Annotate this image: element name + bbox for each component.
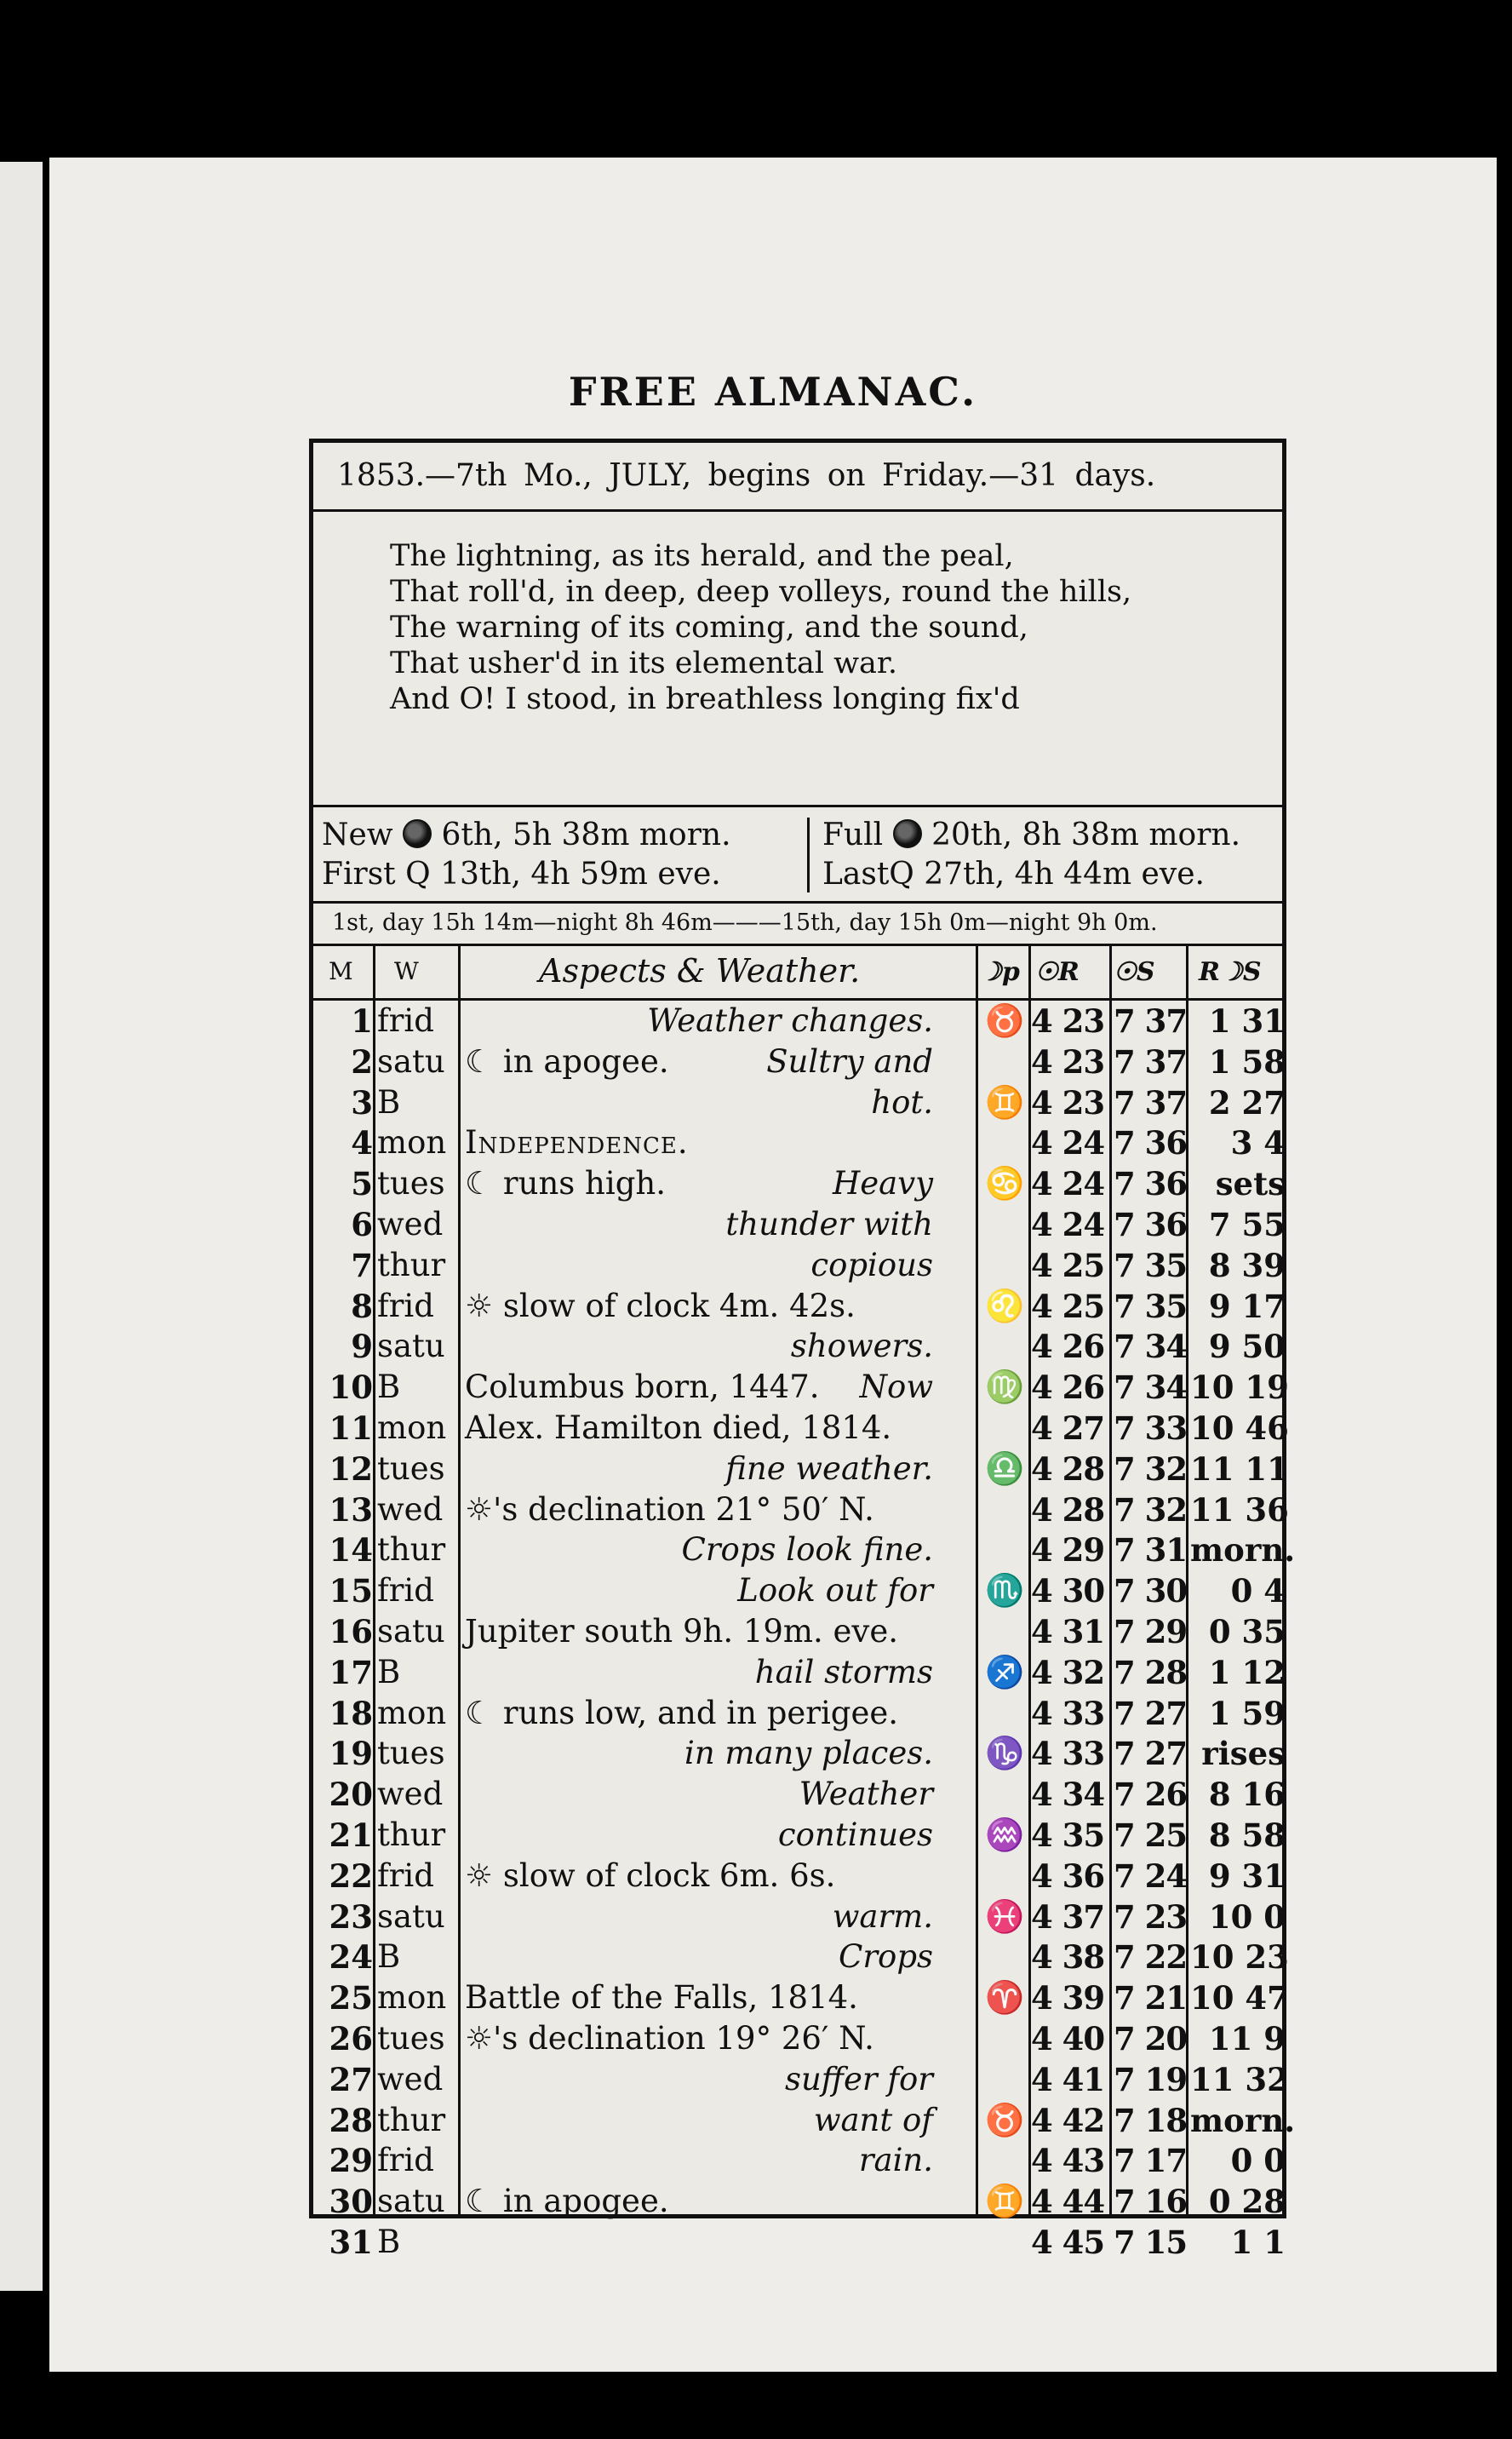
weather-text: hot. — [871, 1083, 933, 1121]
moon-sign: ♈ — [984, 1979, 1025, 2017]
table-row — [313, 1897, 1286, 1937]
moon-rises-sets: 10 23 — [1190, 1938, 1289, 1977]
sun-sets: 7 35 — [1114, 1287, 1188, 1325]
sun-sets: 7 32 — [1114, 1449, 1188, 1488]
weekday: B — [377, 1653, 401, 1690]
day-of-month: 19 — [329, 1735, 373, 1773]
table-row — [313, 1204, 1286, 1245]
aspect-text: ☼'s declination 19° 26′ N. — [465, 2020, 874, 2057]
table-row — [313, 1693, 1286, 1734]
moon-sign: ♌ — [984, 1287, 1025, 1324]
aspect-text: ☼ slow of clock 6m. 6s. — [465, 1857, 836, 1894]
weekday: satu — [377, 1613, 445, 1650]
sun-sets: 7 31 — [1114, 1531, 1188, 1570]
table-row — [313, 1529, 1296, 1570]
weather-text: Now — [859, 1369, 933, 1406]
col-moon-rises-sets: R☽S — [1199, 957, 1262, 987]
poem-line: The warning of its coming, and the sound, — [390, 611, 1028, 645]
day-of-month: 30 — [329, 2183, 373, 2221]
day-of-month: 29 — [329, 2142, 373, 2180]
day-of-month: 1 — [351, 1002, 373, 1040]
weekday: satu — [377, 1897, 445, 1935]
sun-rises: 4 23 — [1031, 1002, 1105, 1040]
sun-sets: 7 25 — [1114, 1816, 1188, 1854]
weekday: wed — [377, 2060, 444, 2098]
sun-rises: 4 33 — [1031, 1735, 1105, 1773]
moon-rises-sets: sets — [1215, 1165, 1286, 1203]
moon-sign: ♎ — [984, 1449, 1025, 1487]
aspect-text: Columbus born, 1447. — [465, 1369, 820, 1406]
sun-rises: 4 24 — [1031, 1206, 1105, 1243]
col-sun-sets: ☉S — [1114, 957, 1155, 987]
weather-text: Look out for — [737, 1572, 933, 1610]
sun-sets: 7 37 — [1114, 1042, 1188, 1081]
moon-rises-sets: 0 4 — [1230, 1572, 1286, 1610]
sun-sets: 7 32 — [1114, 1490, 1188, 1529]
weekday: mon — [377, 1124, 447, 1162]
phase-last-q-label: LastQ — [822, 857, 914, 892]
day-of-month: 3 — [351, 1083, 373, 1122]
table-row — [313, 1122, 1286, 1163]
day-of-month: 17 — [329, 1653, 373, 1691]
table-row — [313, 1245, 1286, 1286]
table-row — [313, 1652, 1286, 1693]
sun-sets: 7 27 — [1114, 1694, 1188, 1732]
table-row — [313, 1001, 1286, 1042]
sun-rises: 4 31 — [1031, 1613, 1105, 1650]
day-of-month: 8 — [351, 1287, 373, 1325]
aspect-text: ☾ runs low, and in perigee. — [465, 1694, 899, 1731]
table-row — [313, 2100, 1296, 2141]
poem-line: The lightning, as its herald, and the peal, — [390, 539, 1014, 573]
phase-full-text: 20th, 8h 38m morn. — [931, 818, 1241, 852]
moon-rises-sets: 3 4 — [1230, 1124, 1286, 1162]
weather-text: copious — [810, 1246, 933, 1283]
weekday: frid — [377, 1857, 434, 1894]
moon-rises-sets: 7 55 — [1208, 1206, 1286, 1243]
day-length: 1st, day 15h 14m—night 8h 46m———15th, day 15h 0m—night 9h 0m. — [313, 903, 1282, 946]
sun-rises: 4 45 — [1031, 2224, 1105, 2261]
moon-rises-sets: 11 11 — [1190, 1449, 1289, 1488]
sun-sets: 7 17 — [1114, 2142, 1188, 2180]
almanac-page — [49, 158, 1497, 2372]
weekday: wed — [377, 1206, 444, 1242]
sun-sets: 7 15 — [1114, 2224, 1188, 2261]
weekday: satu — [377, 2183, 445, 2220]
weather-text: hail storms — [754, 1653, 933, 1690]
sun-sets: 7 34 — [1114, 1369, 1188, 1407]
day-of-month: 25 — [329, 1979, 373, 2017]
weekday: tues — [377, 2020, 445, 2057]
moon-sign: ♒ — [984, 1816, 1025, 1853]
month-header: 1853.—7th Mo., JULY, begins on Friday.—31 days. — [313, 443, 1282, 512]
weekday: B — [377, 1083, 401, 1121]
weather-text: rain. — [858, 2142, 933, 2179]
sun-sets: 7 36 — [1114, 1165, 1188, 1203]
weather-text: showers. — [790, 1328, 933, 1365]
phase-new — [322, 816, 731, 855]
col-moon-place: ☽p — [979, 957, 1020, 987]
moon-sign: ♓ — [984, 1897, 1025, 1935]
day-of-month: 2 — [351, 1042, 373, 1081]
poem-line: And O! I stood, in breathless longing fix'd — [390, 682, 1020, 716]
sun-rises: 4 44 — [1031, 2183, 1105, 2221]
aspect-text: Alex. Hamilton died, 1814. — [465, 1409, 892, 1446]
weekday: B — [377, 1938, 401, 1976]
moon-rises-sets: 1 59 — [1208, 1694, 1286, 1732]
moon-rises-sets: 10 0 — [1208, 1897, 1286, 1936]
table-row — [313, 1449, 1289, 1489]
table-row — [313, 1774, 1286, 1815]
moon-rises-sets: 11 9 — [1208, 2020, 1286, 2057]
day-of-month: 13 — [329, 1490, 373, 1529]
table-row — [313, 2059, 1289, 2100]
moon-rises-sets: 10 46 — [1190, 1409, 1289, 1447]
table-row — [313, 2181, 1286, 2222]
sun-rises: 4 29 — [1031, 1531, 1105, 1570]
weekday: thur — [377, 1816, 446, 1853]
moon-sign: ♋ — [984, 1165, 1025, 1202]
moon-phases-left — [322, 816, 731, 894]
day-of-month: 18 — [329, 1694, 373, 1732]
col-w: W — [394, 957, 419, 985]
moon-rises-sets: 9 31 — [1208, 1857, 1286, 1895]
day-of-month: 14 — [329, 1531, 373, 1570]
table-row — [313, 1489, 1289, 1530]
sun-sets: 7 20 — [1114, 2020, 1188, 2057]
phase-first-quarter — [322, 855, 731, 894]
weekday: tues — [377, 1735, 445, 1772]
sun-rises: 4 28 — [1031, 1490, 1105, 1529]
phase-new-label: New — [322, 818, 393, 852]
sun-rises: 4 26 — [1031, 1328, 1105, 1366]
sun-rises: 4 38 — [1031, 1938, 1105, 1977]
sun-rises: 4 28 — [1031, 1449, 1105, 1488]
aspect-text: ☾ runs high. — [465, 1165, 666, 1202]
moon-rises-sets: 9 50 — [1208, 1328, 1286, 1366]
moon-rises-sets: 10 19 — [1190, 1369, 1289, 1407]
weather-text: Sultry and — [766, 1042, 933, 1080]
sun-sets: 7 36 — [1114, 1124, 1188, 1162]
weekday: thur — [377, 1246, 446, 1283]
sun-rises: 4 25 — [1031, 1246, 1105, 1284]
moon-rises-sets: 0 28 — [1208, 2183, 1286, 2221]
col-sun-rises: ☉R — [1035, 957, 1080, 987]
sun-sets: 7 27 — [1114, 1735, 1188, 1773]
sun-sets: 7 18 — [1114, 2101, 1188, 2139]
weekday: mon — [377, 1409, 447, 1446]
phase-first-q-text: 13th, 4h 59m eve. — [440, 857, 721, 892]
moon-sign: ♉ — [984, 2101, 1025, 2138]
weekday: mon — [377, 1979, 447, 2017]
moon-sign: ♏ — [984, 1572, 1025, 1610]
day-of-month: 31 — [329, 2224, 373, 2261]
day-of-month: 21 — [329, 1816, 373, 1854]
moon-rises-sets: 9 17 — [1208, 1287, 1286, 1325]
weekday: frid — [377, 1287, 434, 1324]
weather-text: Crops — [839, 1938, 933, 1976]
full-moon-icon — [893, 819, 922, 848]
sun-rises: 4 41 — [1031, 2060, 1105, 2098]
day-of-month: 22 — [329, 1857, 373, 1895]
sun-rises: 4 23 — [1031, 1083, 1105, 1122]
sun-rises: 4 37 — [1031, 1897, 1105, 1936]
sun-sets: 7 37 — [1114, 1002, 1188, 1040]
sun-sets: 7 22 — [1114, 1938, 1188, 1977]
aspect-text: ☼ slow of clock 4m. 42s. — [465, 1287, 856, 1324]
weekday: wed — [377, 1490, 444, 1528]
sun-rises: 4 27 — [1031, 1409, 1105, 1447]
poem-line: That usher'd in its elemental war. — [390, 646, 897, 680]
moon-rises-sets: 2 27 — [1208, 1083, 1286, 1122]
phase-last-quarter — [822, 855, 1240, 894]
weather-text: thunder with — [725, 1206, 933, 1242]
aspect-text: Independence. — [465, 1124, 689, 1162]
table-row — [313, 1856, 1286, 1897]
sun-sets: 7 30 — [1114, 1572, 1188, 1610]
poem — [313, 513, 1282, 807]
weekday: B — [377, 1369, 401, 1406]
sun-rises: 4 24 — [1031, 1124, 1105, 1162]
table-row — [313, 1367, 1289, 1408]
weekday: frid — [377, 1002, 434, 1039]
sun-sets: 7 24 — [1114, 1857, 1188, 1895]
phase-new-text: 6th, 5h 38m morn. — [441, 818, 731, 852]
sun-sets: 7 19 — [1114, 2060, 1188, 2098]
moon-rises-sets: 8 16 — [1208, 1776, 1286, 1814]
weekday: frid — [377, 2142, 434, 2179]
sun-sets: 7 37 — [1114, 1083, 1188, 1122]
sun-sets: 7 23 — [1114, 1897, 1188, 1936]
weekday: thur — [377, 2101, 446, 2138]
table-row — [313, 1937, 1289, 1977]
moon-rises-sets: 0 35 — [1208, 1613, 1286, 1650]
moon-rises-sets: morn. — [1190, 2101, 1296, 2139]
moon-sign: ♉ — [984, 1002, 1025, 1039]
moon-sign: ♑ — [984, 1735, 1025, 1772]
col-m: M — [329, 957, 353, 985]
day-of-month: 28 — [329, 2101, 373, 2139]
sun-sets: 7 26 — [1114, 1776, 1188, 1814]
moon-rises-sets: 1 31 — [1208, 1002, 1286, 1040]
weather-text: warm. — [832, 1897, 933, 1935]
phase-divider — [807, 818, 810, 892]
day-of-month: 7 — [351, 1246, 373, 1284]
sun-rises: 4 32 — [1031, 1653, 1105, 1691]
sun-sets: 7 36 — [1114, 1206, 1188, 1243]
day-of-month: 20 — [329, 1776, 373, 1814]
weather-text: Heavy — [832, 1165, 933, 1202]
weekday: thur — [377, 1531, 446, 1569]
phase-last-q-text: 27th, 4h 44m eve. — [924, 857, 1205, 892]
weather-text: in many places. — [684, 1735, 933, 1772]
sun-sets: 7 29 — [1114, 1613, 1188, 1650]
aspect-text: ☼'s declination 21° 50′ N. — [465, 1490, 874, 1528]
table-row — [313, 1326, 1286, 1367]
moon-rises-sets: 10 47 — [1190, 1979, 1289, 2017]
sun-sets: 7 34 — [1114, 1328, 1188, 1366]
weekday: satu — [377, 1042, 445, 1080]
sun-rises: 4 35 — [1031, 1816, 1105, 1854]
sun-rises: 4 33 — [1031, 1694, 1105, 1732]
moon-sign: ♊ — [984, 1083, 1025, 1121]
table-row — [313, 1408, 1289, 1449]
day-of-month: 5 — [351, 1165, 373, 1203]
table-row — [313, 1815, 1286, 1856]
poem-line: That roll'd, in deep, deep volleys, round the hills, — [390, 575, 1132, 609]
weekday: tues — [377, 1449, 445, 1487]
day-of-month: 24 — [329, 1938, 373, 1977]
sun-rises: 4 39 — [1031, 1979, 1105, 2017]
aspect-text: Battle of the Falls, 1814. — [465, 1979, 858, 2017]
moon-rises-sets: rises — [1201, 1735, 1286, 1773]
new-moon-icon — [403, 819, 432, 848]
sun-rises: 4 36 — [1031, 1857, 1105, 1895]
sun-rises: 4 25 — [1031, 1287, 1105, 1325]
weather-text: Weather — [799, 1776, 933, 1813]
day-of-month: 16 — [329, 1613, 373, 1650]
moon-rises-sets: 11 36 — [1190, 1490, 1289, 1529]
table-row — [313, 1733, 1286, 1774]
table-row — [313, 1611, 1286, 1652]
sun-sets: 7 35 — [1114, 1246, 1188, 1284]
table-row — [313, 1042, 1286, 1082]
sun-rises: 4 42 — [1031, 2101, 1105, 2139]
day-of-month: 10 — [329, 1369, 373, 1407]
weekday: frid — [377, 1572, 434, 1610]
aspect-text: ☾ in apogee. — [465, 2183, 669, 2220]
day-of-month: 26 — [329, 2020, 373, 2057]
weather-text: continues — [777, 1816, 933, 1853]
weather-text: fine weather. — [725, 1449, 933, 1487]
sun-rises: 4 24 — [1031, 1165, 1105, 1203]
phase-full-label: Full — [822, 818, 884, 852]
weather-text: want of — [813, 2101, 933, 2138]
left-page-edge — [0, 162, 43, 2291]
table-row — [313, 1977, 1289, 2018]
page-title: FREE ALMANAC. — [568, 369, 978, 415]
weekday: B — [377, 2224, 401, 2260]
day-of-month: 23 — [329, 1897, 373, 1936]
sun-rises: 4 26 — [1031, 1369, 1105, 1407]
sun-rises: 4 40 — [1031, 2020, 1105, 2057]
table-row — [313, 1570, 1286, 1611]
weekday: tues — [377, 1165, 445, 1202]
sun-sets: 7 21 — [1114, 1979, 1188, 2017]
weather-text: suffer for — [784, 2060, 933, 2098]
day-of-month: 4 — [351, 1124, 373, 1162]
moon-sign: ♐ — [984, 1653, 1025, 1690]
moon-sign: ♍ — [984, 1369, 1025, 1406]
table-row — [313, 2140, 1286, 2181]
weekday: satu — [377, 1328, 445, 1365]
moon-rises-sets: 1 58 — [1208, 1042, 1286, 1081]
sun-rises: 4 23 — [1031, 1042, 1105, 1081]
moon-rises-sets: 11 32 — [1190, 2060, 1289, 2098]
sun-rises: 4 43 — [1031, 2142, 1105, 2180]
moon-phases — [313, 809, 1282, 904]
moon-rises-sets: morn. — [1190, 1531, 1296, 1570]
day-of-month: 9 — [351, 1328, 373, 1366]
almanac-table — [309, 439, 1296, 2261]
table-row — [313, 2222, 1286, 2263]
day-of-month: 15 — [329, 1572, 373, 1610]
sun-rises: 4 34 — [1031, 1776, 1105, 1814]
phase-first-q-label: First Q — [322, 857, 431, 892]
moon-rises-sets: 1 12 — [1208, 1653, 1286, 1691]
sun-sets: 7 33 — [1114, 1409, 1188, 1447]
day-of-month: 6 — [351, 1206, 373, 1243]
moon-phases-right — [822, 816, 1240, 894]
table-row — [313, 1163, 1286, 1204]
phase-full — [822, 816, 1240, 855]
day-of-month: 12 — [329, 1449, 373, 1488]
moon-rises-sets: 8 39 — [1208, 1246, 1286, 1284]
col-aspects: Aspects & Weather. — [539, 952, 861, 990]
table-row — [313, 1286, 1286, 1327]
weather-text: Weather changes. — [647, 1002, 933, 1039]
moon-rises-sets: 1 1 — [1230, 2224, 1286, 2261]
day-of-month: 11 — [329, 1409, 373, 1447]
weekday: mon — [377, 1694, 447, 1731]
table-row — [313, 2018, 1286, 2059]
sun-sets: 7 16 — [1114, 2183, 1188, 2221]
weekday: wed — [377, 1776, 444, 1813]
sun-sets: 7 28 — [1114, 1653, 1188, 1691]
sun-rises: 4 30 — [1031, 1572, 1105, 1610]
moon-rises-sets: 0 0 — [1230, 2142, 1286, 2180]
day-of-month: 27 — [329, 2060, 373, 2098]
weather-text: Crops look fine. — [681, 1531, 933, 1569]
aspect-text: Jupiter south 9h. 19m. eve. — [465, 1613, 898, 1650]
moon-rises-sets: 8 58 — [1208, 1816, 1286, 1854]
table-row — [313, 1082, 1286, 1123]
aspect-text: ☾ in apogee. — [465, 1042, 669, 1080]
moon-sign: ♊ — [984, 2183, 1025, 2220]
